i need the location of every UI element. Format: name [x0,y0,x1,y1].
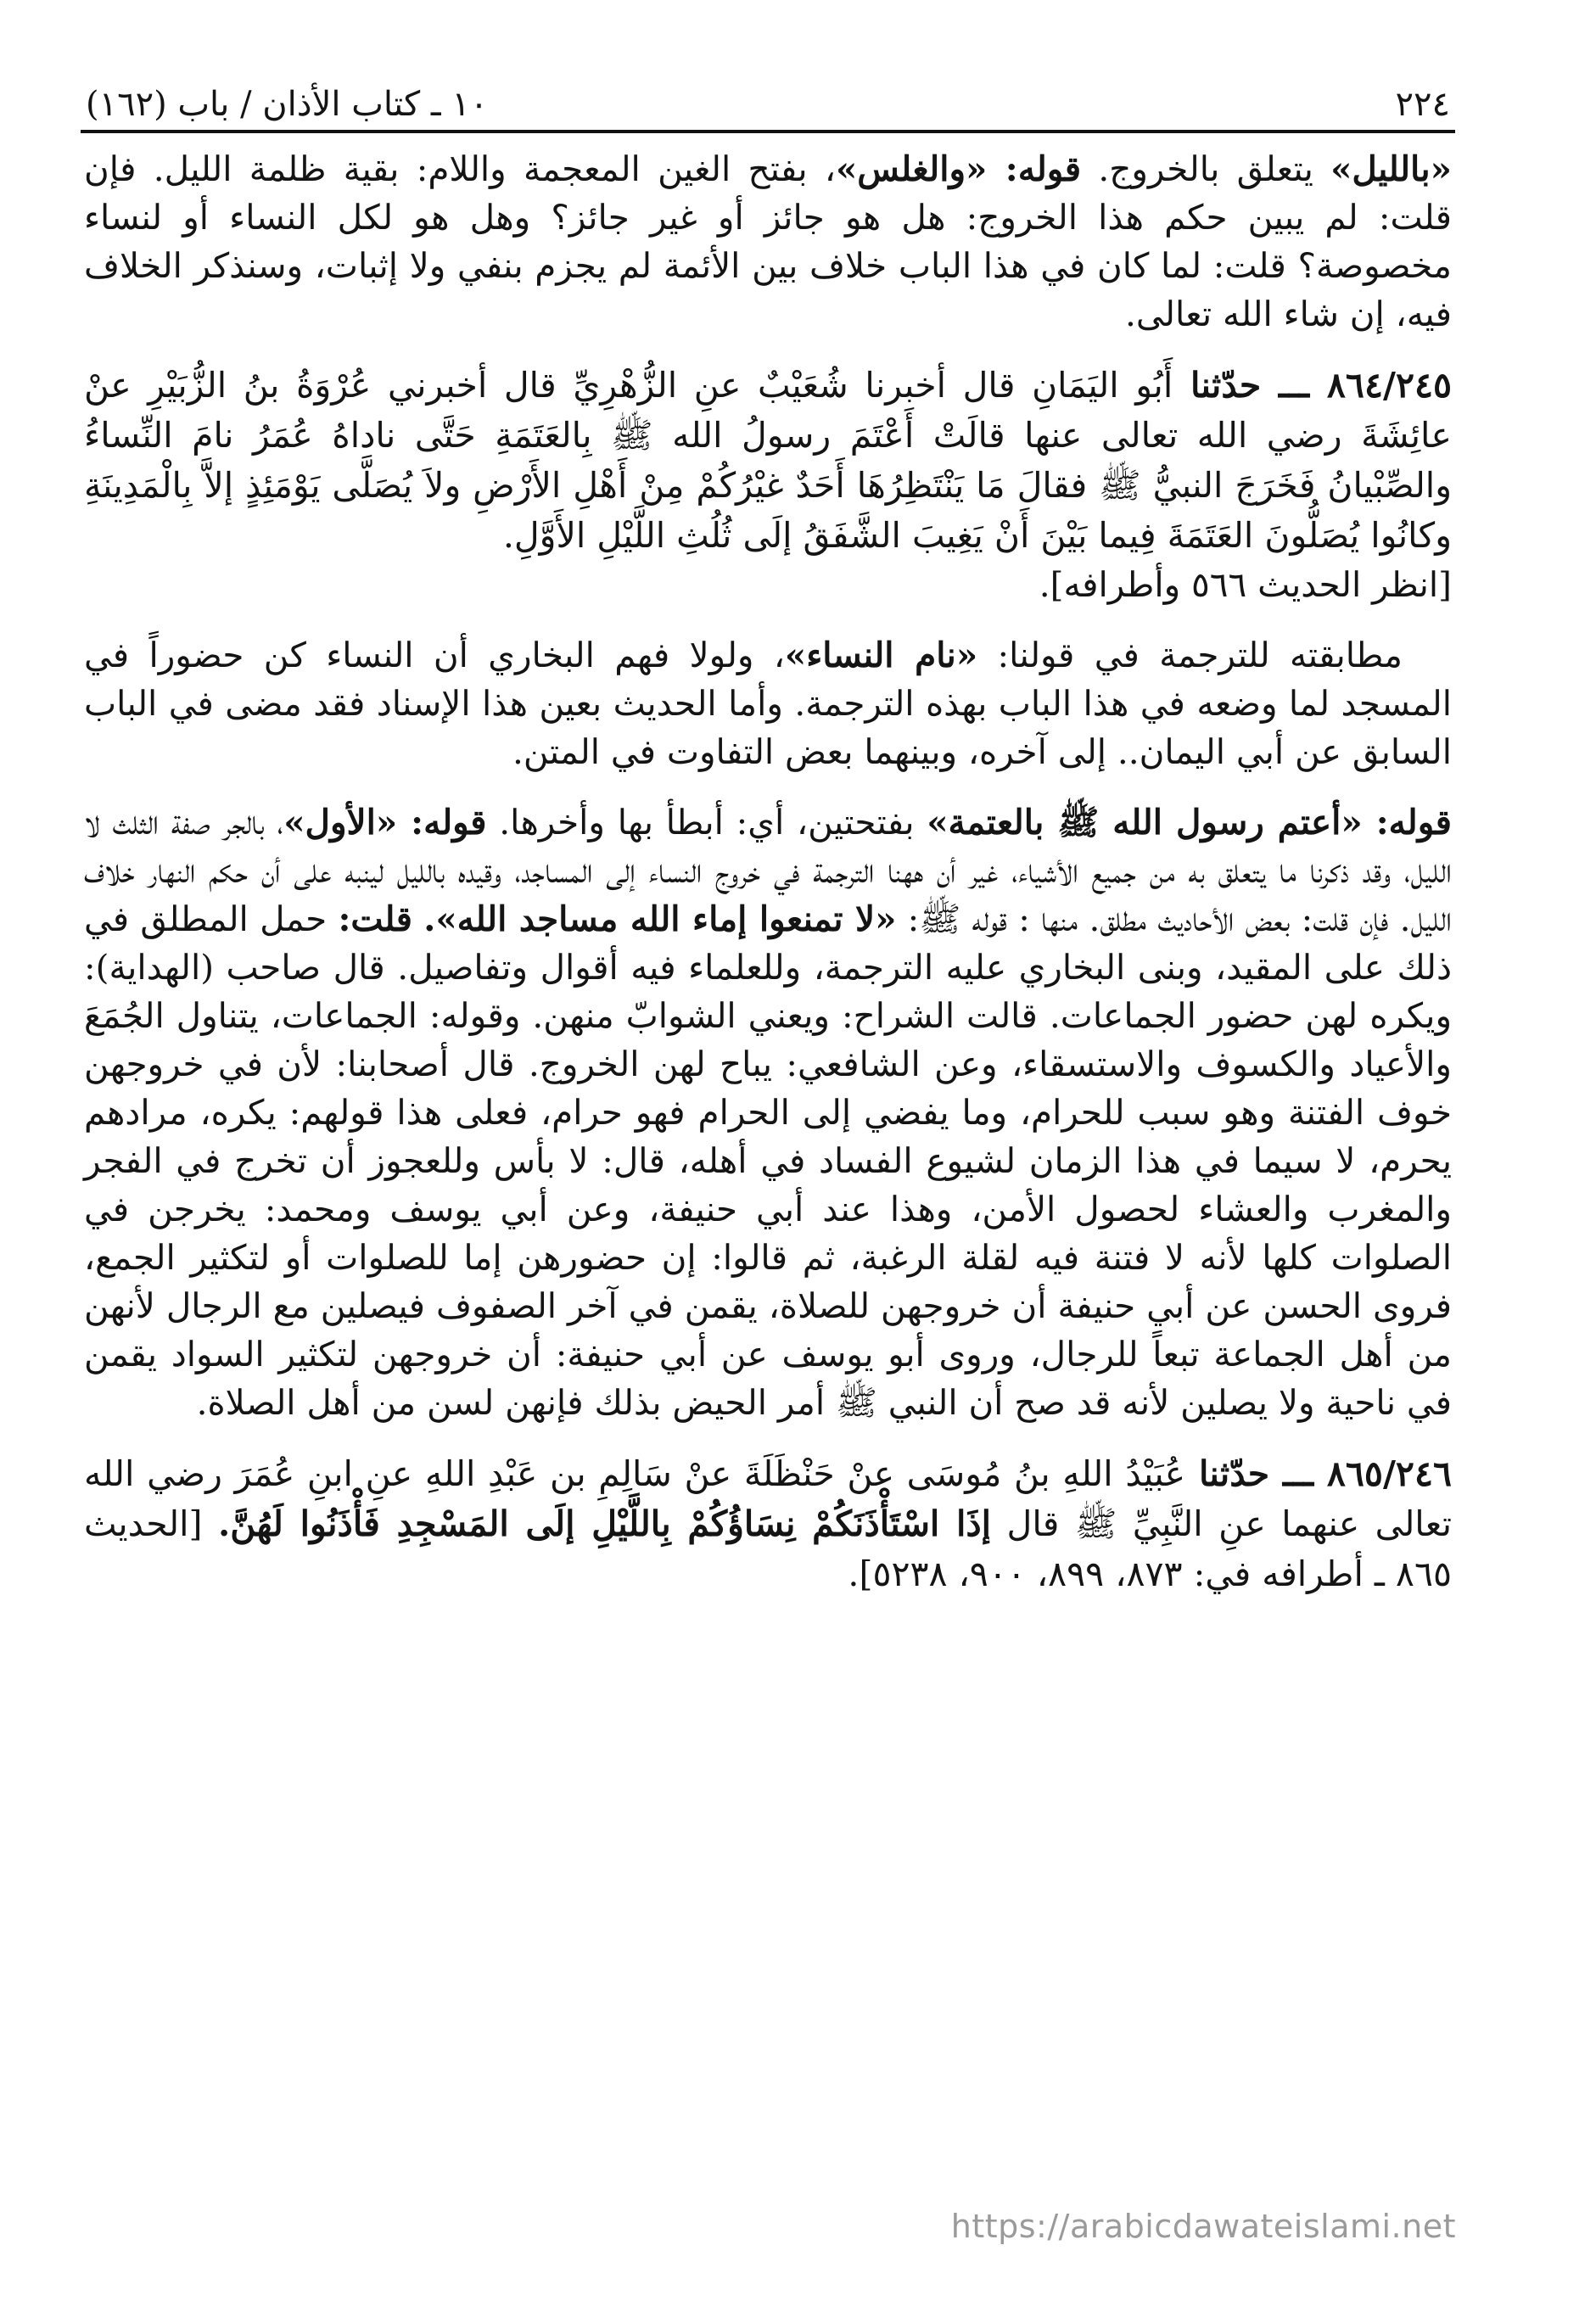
commentary-paragraph-1 [84,631,1452,776]
commentary-text: بفتحتين، أي: أبطأ بها وأخرها. [486,802,927,843]
quoted-word: «بالليل» [1330,148,1452,189]
intro-text-2: ، بفتح الغين المعجمة واللام: بقية ظلمة الليل. فإن قلت: لم يبين حكم هذا الخروج: هل هو جائز أو غير جائز؟ وهل هو لكل النساء أو لنساء مخصوصة؟ قلت: لما كان في هذا الباب خلاف بين الأئمة لم يجزم بنفي ولا إثبات، وسنذكر الخلاف فيه، إن شاء الله تعالى. [84,148,1452,334]
page-content [81,133,1455,1599]
hadith-text: أَبُو اليَمَانِ قال أخبرنا شُعَيْبٌ عنِ الزُّهْرِيِّ قال أخبرني عُرْوَةُ بنُ الزُّبَيْرِ عنْ عائِشَةَ رضي الله تعالى عنها قالَتْ أَعْتَمَ رسولُ الله ﷺ بِالعَتَمَةِ حَتَّى ناداهُ عُمَرُ نامَ النِّساءُ والصِّبْيانُ فَخَرَجَ النبيُّ ﷺ فقالَ مَا يَنْتَظِرُهَا أَحَدٌ غيْرُكُمْ مِنْ أَهْلِ الأَرْضِ ولاَ يُصَلَّى يَوْمَئِذٍ إلاَّ بِالْمَدِينَةِ وكانُوا يُصَلُّونَ العَتَمَةَ فِيما بَيْنَ أَنْ يَغِيبَ الشَّفَقُ إلَى ثُلُثِ اللَّيْلِ الأَوَّلِ. [84,365,1452,556]
page-number: ٢٢٤ [1395,85,1450,124]
quoted-phrase: «نام النساء» [784,635,978,675]
intro-text-1: يتعلق بالخروج. [1081,148,1331,189]
reference-text: [انظر الحديث ٥٦٦ وأطرافه]. [1039,564,1452,605]
commentary-text [412,899,423,939]
quoted-hadith: «لا تمنعوا إماء الله مساجد الله». [423,899,897,939]
running-title: ١٠ ـ كتاب الأذان / باب (١٦٢) [86,85,489,124]
haddathana-label: ـــ حدّثنا [1185,1453,1327,1494]
qult-label: قلت: [338,899,412,939]
commentary-text: مطابقته للترجمة في قولنا: [977,635,1403,675]
haddathana-label: ـــ حدّثنا [1173,365,1327,406]
hadith-865 [84,1449,1452,1599]
qawluh-label: قوله: «أعتم رسول الله ﷺ بالعتمة» [927,802,1452,843]
commentary-text: ، بالجر صفة الثلث لا الليل، وقد ذكرنا ما يتعلق به من جميع الأشياء، غير أن ههنا الترجمة في خروج النساء إلى المساجد، وقيده بالليل لينبه على أن حكم النهار خلاف الليل. فإن قلت: بعض الأحاديث مطلق. منها : قوله ﷺ: [84,802,1452,939]
qawluh-label: قوله: «الأول» [283,802,487,843]
qawluh-label: قوله: «والغلس» [835,148,1082,189]
page-header [81,81,1455,133]
hadith-number: ٨٦٥/٢٤٦ [1326,1453,1452,1494]
commentary-text: ، ولولا فهم البخاري أن النساء كن حضوراً في المسجد لما وضعه في هذا الباب بهذه الترجمة. وأما الحديث بعين هذا الإسناد فقد مضى في الباب السابق عن أبي اليمان.. إلى آخره، وبينهما بعض التفاوت في المتن. [84,635,1452,772]
hadith-quote: إذَا اسْتَأْذَنَكُمْ نِسَاؤُكُمْ بِاللَّيْلِ إلَى المَسْجِدِ فَأْذَنُوا لَهُنَّ. [218,1503,992,1544]
reference-text: [الحديث ٨٦٥ ـ أطرافه في: ٨٧٣، ٨٩٩، ٩٠٠، ٥٢٣٨]. [84,1503,1452,1594]
watermark-url: https://arabicdawateislami.net [950,2208,1456,2245]
commentary-text: حمل المطلق في ذلك على المقيد، وبنى البخاري عليه الترجمة، وللعلماء فيه أقوال وتفاصيل. قال صاحب (الهداية): ويكره لهن حضور الجماعات. قالت الشراح: ويعني الشوابّ منهن. وقوله: الجماعات، يتناول الجُمَعَ والأعياد والكسوف والاستسقاء، وعن الشافعي: يباح لهن الخروج. قال أصحابنا: لأن في خروجهن خوف الفتنة وهو سبب للحرام، وما يفضي إلى الحرام فهو حرام، فعلى هذا قولهم: يكره، مرادهم يحرم، لا سيما في هذا الزمان لشيوع الفساد في أهله، قال: لا بأس وللعجوز أن تخرج في الفجر والمغرب والعشاء لحصول الأمن، وهذا عند أبي حنيفة، وعن أبي يوسف ومحمد: يخرجن في الصلوات كلها لأنه لا فتنة فيه لقلة الرغبة، ثم قالوا: إن حضورهن إما للصلوات أو لتكثير الجمع، فروى الحسن عن أبي حنيفة أن خروجهن للصلاة، يقمن في آخر الصفوف فيصلين مع الرجال لأنهن من أهل الجماعة تبعاً للرجال، وروى أبو يوسف عن أبي حنيفة: أن خروجهن لتكثير السواد يقمن في ناحية ولا يصلين لأنه قد صح أن النبي ﷺ أمر الحيض بذلك فإنهن لسن من أهل الصلاة. [84,899,1452,1423]
hadith-864 [84,361,1452,561]
commentary-paragraph-2 [84,798,1452,1427]
hadith-text: عُبَيْدُ اللهِ بنُ مُوسَى عنْ حَنْظَلَةَ عنْ سَالِمِ بن عَبْدِ اللهِ عنِ ابنِ عُمَرَ رضي الله تعالى عنهما عنِ النَّبِيِّ ﷺ قال [84,1453,1452,1544]
book-page [81,81,1455,2253]
intro-paragraph [84,145,1452,339]
hadith-number: ٨٦٤/٢٤٥ [1326,365,1453,406]
hadith-864-reference [84,561,1452,609]
